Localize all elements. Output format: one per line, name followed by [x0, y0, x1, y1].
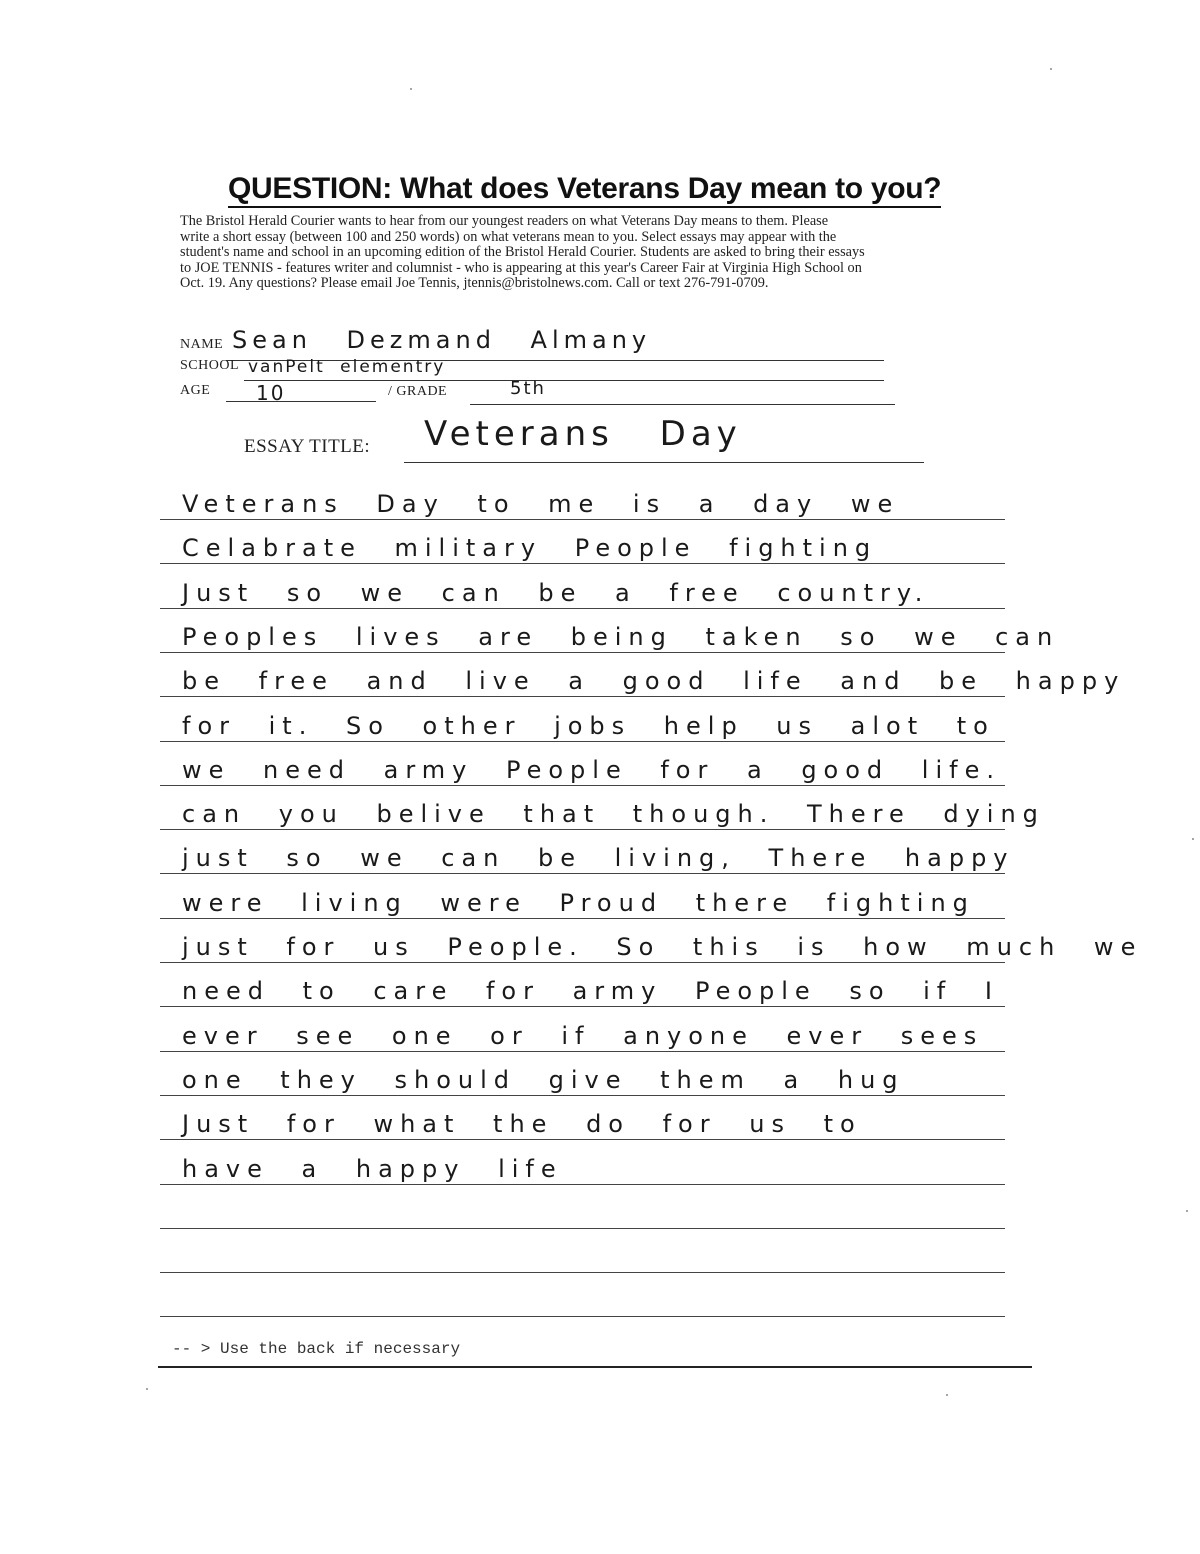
footer-note: -- > Use the back if necessary	[172, 1340, 461, 1358]
footer-rule	[158, 1366, 1032, 1368]
essay-line-rule	[160, 829, 1005, 830]
essay-line	[160, 613, 1060, 653]
essay-line-text: just so we can be living, There happy	[182, 844, 1015, 873]
scan-speck	[410, 88, 412, 90]
essay-line-text: Veterans Day to me is a day we	[182, 490, 900, 518]
essay-line-rule	[160, 1228, 1005, 1229]
essay-line-rule	[160, 563, 1005, 564]
essay-line	[160, 1145, 1005, 1185]
essay-line-text: Celabrate military People fighting	[182, 534, 878, 563]
essay-line-rule	[160, 1316, 1005, 1317]
essay-title-value: Veterans Day	[424, 414, 742, 454]
essay-line	[160, 879, 1005, 919]
essay-line-rule	[160, 1095, 1005, 1096]
essay-line-text: Just so we can be a free country.	[182, 578, 930, 607]
intro-line: write a short essay (between 100 and 250 words) on what veterans mean to you. Select essays may appear with the	[180, 228, 837, 245]
scan-speck	[1050, 68, 1052, 70]
essay-line-rule	[160, 918, 1005, 919]
scan-speck	[146, 1388, 148, 1390]
essay-line	[160, 480, 1005, 520]
school-label: SCHOOL	[180, 358, 240, 373]
scan-speck	[946, 1394, 948, 1396]
essay-line	[160, 834, 1015, 874]
essay-line-rule	[160, 652, 1005, 653]
essay-line-rule	[160, 1184, 1005, 1185]
essay-line-rule	[160, 741, 1005, 742]
grade-rule	[470, 404, 895, 405]
essay-line-text: Just for what the do for us to	[182, 1110, 862, 1139]
form-heading	[228, 172, 1028, 206]
essay-line-rule	[160, 873, 1005, 874]
essay-line-text: we need army People for a good life.	[182, 755, 1001, 784]
essay-line	[160, 1012, 1005, 1052]
essay-line	[160, 1277, 1005, 1317]
school-rule	[244, 380, 884, 381]
intro-line: Oct. 19. Any questions? Please email Joe Tennis, jtennis@bristolnews.com. Call or text 276-791-0709.	[180, 275, 769, 292]
student-grade: 5th	[510, 378, 546, 399]
essay-line-text: just for us People. So this is how much we	[182, 933, 1143, 961]
essay-line	[160, 1100, 1005, 1140]
essay-title-label: ESSAY TITLE:	[244, 436, 371, 457]
age-label: AGE	[180, 383, 211, 398]
student-school: vanPelt elementry	[248, 357, 446, 377]
essay-line-text: can you belive that though. There dying	[182, 800, 1045, 829]
heading-question: What does Veterans Day mean to you?	[391, 172, 942, 205]
essay-line-text: one they should give them a hug	[182, 1065, 905, 1094]
essay-line	[160, 702, 1005, 742]
intro-line: The Bristol Herald Courier wants to hear from our youngest readers on what Veterans Day means to them. Please	[180, 213, 829, 229]
essay-line	[160, 1056, 1005, 1096]
essay-line-text: Peoples lives are being taken so we can	[182, 622, 1060, 651]
essay-line	[160, 923, 1143, 963]
essay-line-rule	[160, 519, 1005, 520]
student-age: 10	[256, 381, 286, 405]
essay-line-rule	[160, 1006, 1005, 1007]
essay-line-text: were living were Proud there fighting	[182, 888, 975, 917]
heading-prefix: QUESTION:	[228, 172, 392, 205]
essay-line-text: for it. So other jobs help us alot to	[182, 711, 995, 740]
scan-speck	[1186, 1210, 1188, 1212]
essay-line-rule	[160, 696, 1005, 697]
essay-line-rule	[160, 1272, 1005, 1273]
essay-line-text: ever see one or if anyone ever sees	[182, 1021, 984, 1050]
essay-line	[160, 657, 1126, 697]
essay-line	[160, 790, 1045, 830]
essay-line	[160, 569, 1005, 609]
intro-line: to JOE TENNIS - features writer and columnist - who is appearing at this year's Career Fair at Virginia High School on	[180, 259, 862, 276]
essay-line-rule	[160, 1051, 1005, 1052]
essay-line-text: need to care for army People so if I	[182, 977, 999, 1006]
essay-line	[160, 967, 1005, 1007]
grade-label: / GRADE	[388, 384, 448, 399]
intro-line: student's name and school in an upcoming edition of the Bristol Herald Courier. Students are asked to bring their essays	[180, 244, 865, 261]
essay-line	[160, 1233, 1005, 1273]
essay-line-rule	[160, 962, 1005, 963]
essay-line-text: have a happy life	[182, 1154, 563, 1183]
heading-underlined	[228, 172, 941, 208]
essay-line	[160, 524, 1005, 564]
intro-paragraph	[180, 214, 1050, 292]
essay-line	[160, 1189, 1005, 1229]
essay-line-rule	[160, 1139, 1005, 1140]
name-label: NAME	[180, 337, 224, 352]
student-name: Sean Dezmand Almany	[232, 326, 652, 354]
essay-line-text: be free and live a good life and be happy	[182, 667, 1126, 696]
essay-line-rule	[160, 785, 1005, 786]
age-rule	[226, 401, 376, 402]
scan-speck	[1192, 838, 1194, 840]
essay-title-rule	[404, 462, 924, 463]
essay-line-rule	[160, 608, 1005, 609]
essay-line	[160, 746, 1005, 786]
